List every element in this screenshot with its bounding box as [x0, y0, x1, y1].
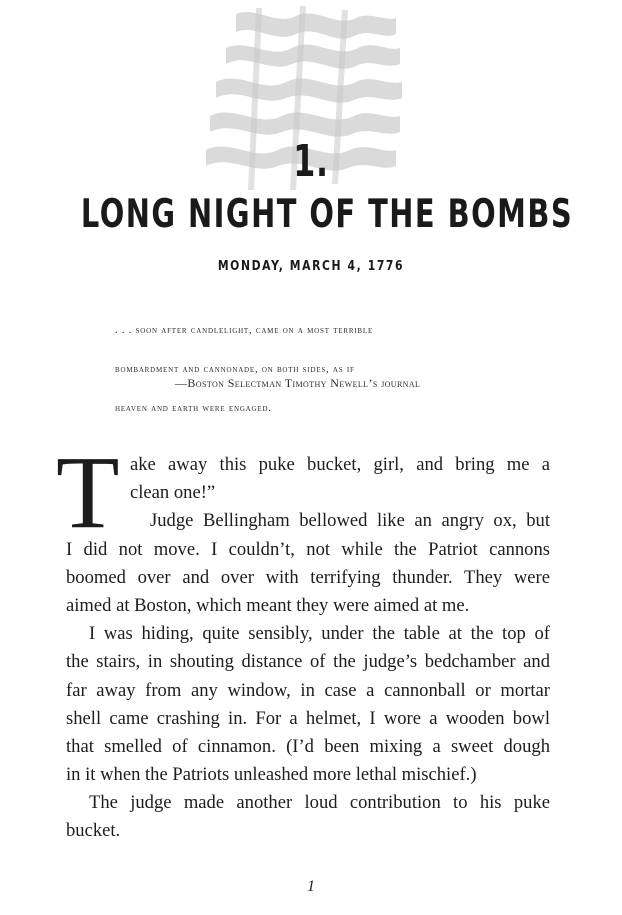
epigraph-attribution: —Boston Selectman Timothy Newell’s journal	[175, 376, 421, 390]
body-line: aimed at Boston, which meant they were aimed at me.	[66, 594, 470, 616]
body-line: Judge Bellingham bellowed like an angry ox, but	[150, 510, 550, 532]
body-line: I was hiding, quite sensibly, under the table at the top of	[89, 623, 550, 645]
body-line: clean one!”	[130, 482, 216, 504]
body-line: shell came crashing in. For a helmet, I wore a wooden bowl	[66, 707, 550, 729]
chapter-date: MONDAY, MARCH 4, 1776	[217, 258, 405, 274]
body-line: in it when the Patriots unleashed more lethal mischief.)	[66, 764, 477, 786]
body-line: I did not move. I couldn’t, not while the Patriot cannons	[66, 538, 550, 560]
body-line: The judge made another loud contribution to his puke	[89, 792, 550, 814]
chapter-title: LONG NIGHT OF THE BOMBS	[80, 192, 574, 237]
epigraph-line: . . . soon after candlelight, came on a most terrible	[115, 324, 374, 336]
body-text	[66, 451, 550, 846]
body-line: that smelled of cinnamon. (I’d been mixing a sweet dough	[66, 735, 550, 757]
drop-cap: T	[56, 435, 120, 550]
chapter-number: 1.	[293, 136, 329, 187]
epigraph	[115, 301, 515, 438]
epigraph-line: heaven and earth were engaged.	[115, 402, 272, 414]
epigraph-line: bombardment and cannonade, on both sides, as if	[115, 363, 355, 375]
body-line: bucket.	[66, 820, 121, 842]
body-line: the stairs, in shouting distance of the judge’s bedchamber and	[66, 651, 550, 673]
page-number: 1	[307, 878, 315, 895]
body-line: ake away this puke bucket, girl, and bring me a	[130, 454, 550, 475]
body-line: far away from any window, in case a cannonball or mortar	[66, 679, 550, 701]
body-line: boomed over and over with terrifying thunder. They were	[66, 566, 550, 588]
